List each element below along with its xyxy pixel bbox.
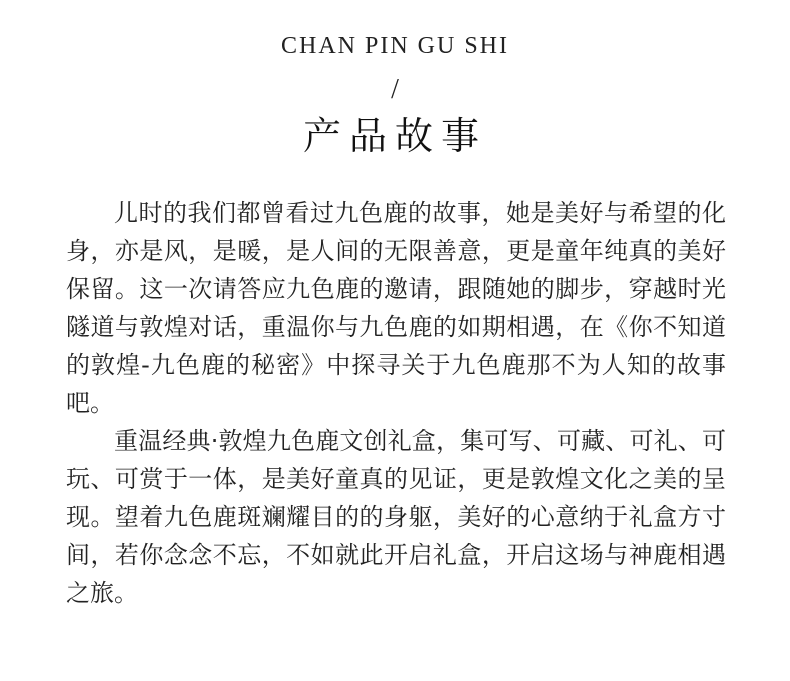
story-body [66,194,726,612]
story-paragraph-1: 儿时的我们都曾看过九色鹿的故事，她是美好与希望的化身，亦是风，是暖，是人间的无限善意，更是童年纯真的美好保留。这一次请答应九色鹿的邀请，跟随她的脚步，穿越时光隧道与敦煌对话，重温你与九色鹿的如期相遇，在《你不知道的敦煌-九色鹿的秘密》中探寻关于九色鹿那不为人知的故事吧。 [66,199,726,417]
divider-slash: / [391,74,399,105]
story-paragraph-2: 重温经典·敦煌九色鹿文创礼盒，集可写、可藏、可礼、可玩、可赏于一体，是美好童真的见证，更是敦煌文化之美的呈现。望着九色鹿斑斓耀目的的身躯，美好的心意纳于礼盒方寸间，若你念念不忘，不如就此开启礼盒，开启这场与神鹿相遇之旅。 [66,427,726,607]
pinyin-subtitle: CHAN PIN GU SHI [280,33,509,59]
page-title: 产品故事 [302,114,487,158]
